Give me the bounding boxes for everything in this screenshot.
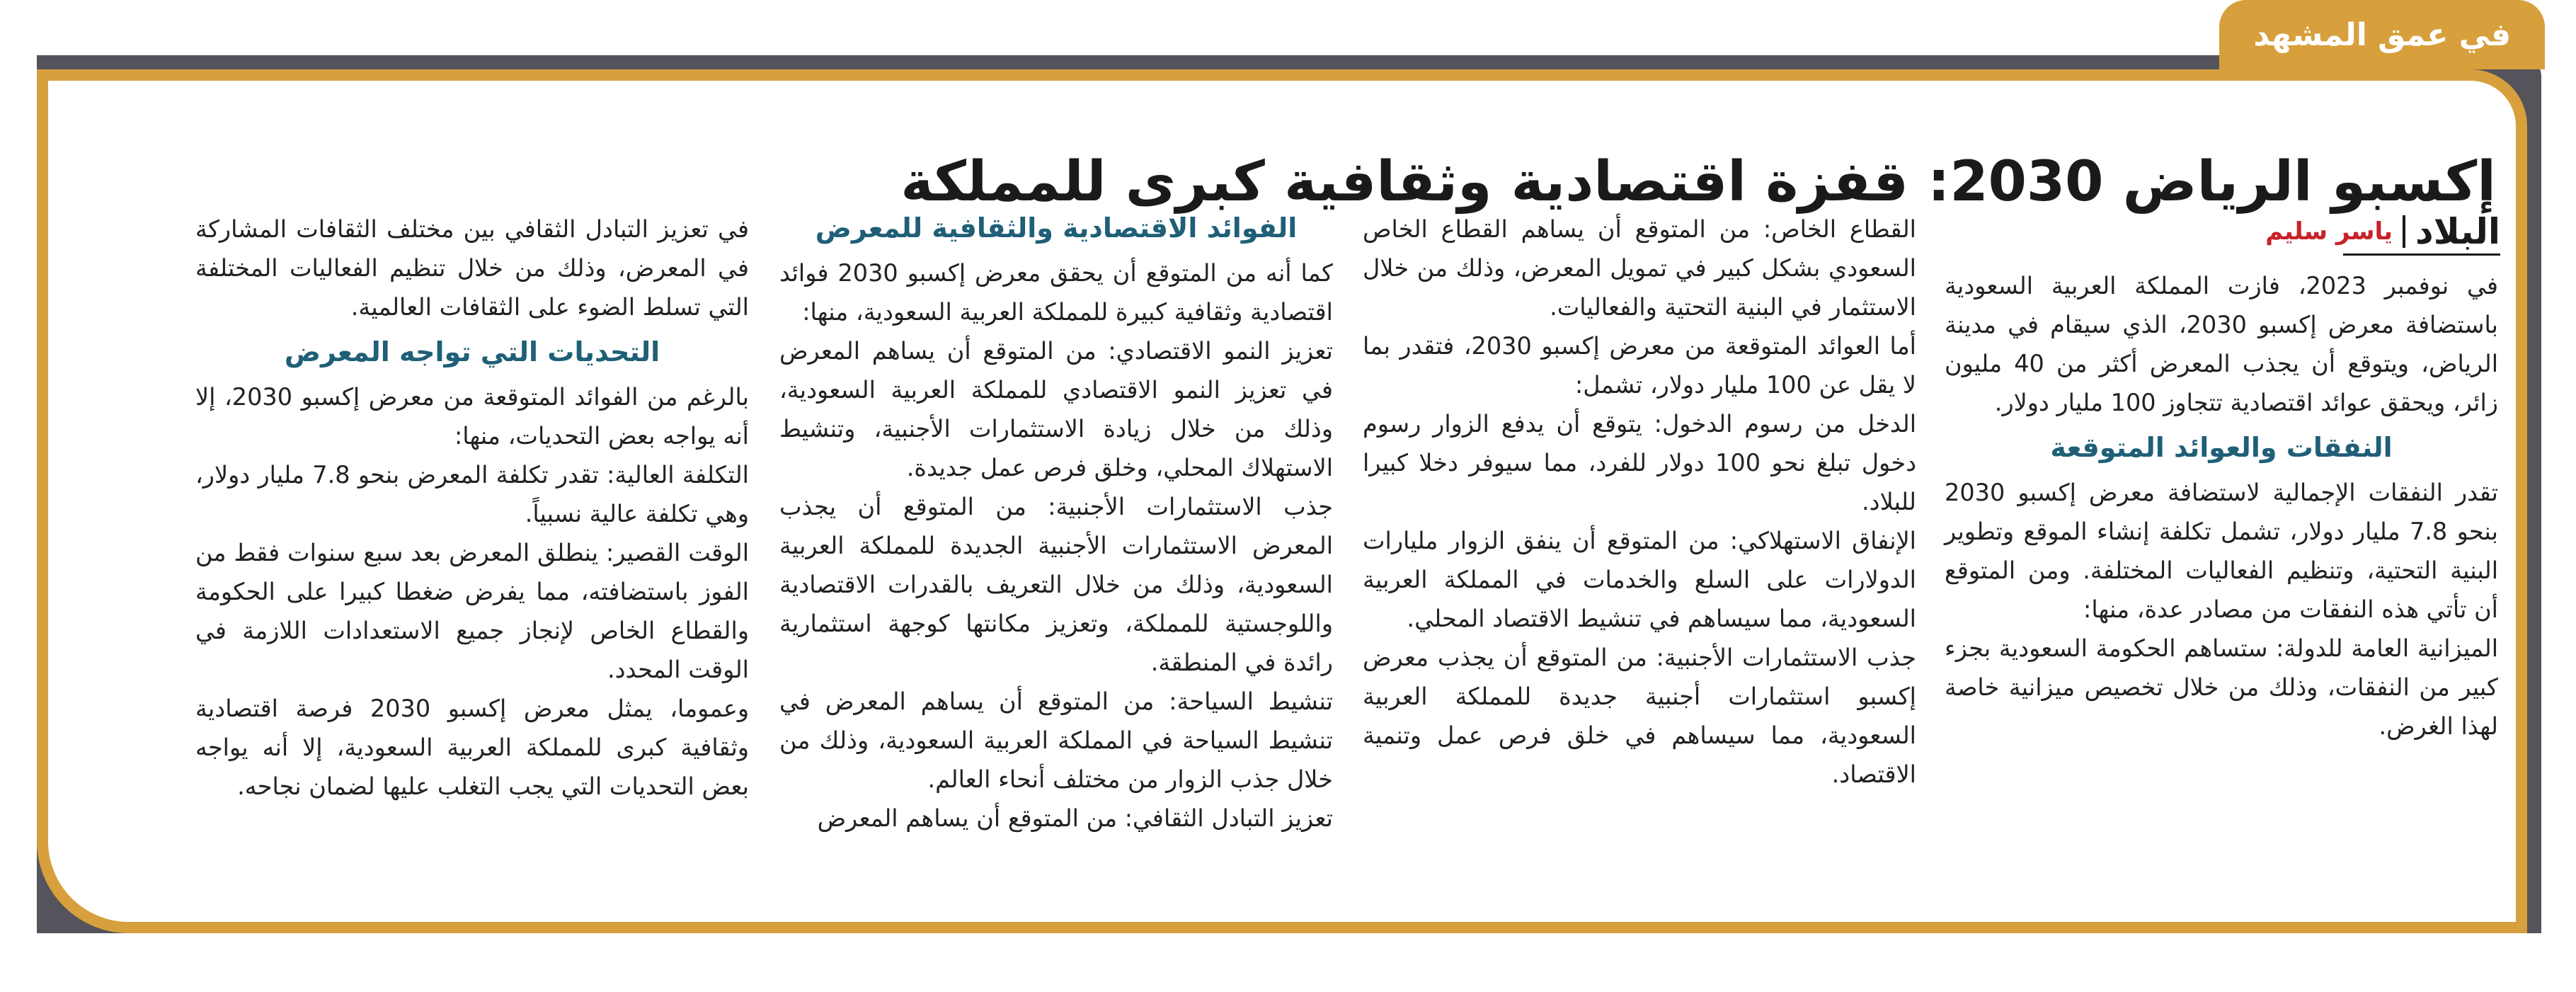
paragraph: كما أنه من المتوقع أن يحقق معرض إكسبو 2030 فوائد اقتصادية وثقافية كبيرة للمملكة العربية السعودية، منها:: [779, 259, 1333, 326]
subheading: النفقات والعوائد المتوقعة: [2050, 432, 2393, 463]
section-tab: في عمق المشهد: [2219, 0, 2545, 69]
paragraph: تعزيز النمو الاقتصادي: من المتوقع أن يساهم المعرض في تعزيز النمو الاقتصادي للمملكة العربية السعودية، وذلك من خلال زيادة الاستثمارات الأجنبية، وتنشيط الاستهلاك المحلي، وخلق فرص عمل جديدة.: [779, 337, 1333, 481]
byline-divider: [2403, 215, 2405, 248]
author-name: ياسر سليم: [2265, 217, 2393, 246]
article-column-3: [779, 203, 1333, 838]
paragraph: القطاع الخاص: من المتوقع أن يساهم القطاع الخاص السعودي بشكل كبير في تمويل المعرض، وذلك من خلال الاستثمار في البنية التحتية والفعاليات.: [1363, 215, 1916, 321]
paragraph: في نوفمبر 2023، فازت المملكة العربية السعودية باستضافة معرض إكسبو 2030، الذي سيقام في مدينة الرياض، ويتوقع أن يجذب المعرض أكثر من 40 مليون زائر، ويحقق عوائد اقتصادية تتجاوز 100 مليار دولار.: [1945, 272, 2498, 416]
paragraph: في تعزيز التبادل الثقافي بين مختلف الثقافات المشاركة في المعرض، وذلك من خلال تنظيم الفعاليات المختلفة التي تسلط الضوء على الثقافات العالمية.: [195, 215, 749, 321]
article-column-2: [1363, 210, 1916, 794]
paragraph: الإنفاق الاستهلاكي: من المتوقع أن ينفق الزوار مليارات الدولارات على السلع والخدمات في المملكة العربية السعودية، مما سيساهم في تنشيط الاقتصاد المحلي.: [1363, 527, 1916, 632]
paragraph: بالرغم من الفوائد المتوقعة من معرض إكسبو 2030، إلا أنه يواجه بعض التحديات، منها:: [195, 383, 750, 450]
paragraph: جذب الاستثمارات الأجنبية: من المتوقع أن يجذب المعرض الاستثمارات الأجنبية الجديدة للمملكة العربية السعودية، وذلك من خلال التعريف بالقدرات الاقتصادية واللوجستية للمملكة، وتعزيز مكانتها كوجهة استثمارية رائدة في المنطقة.: [779, 493, 1333, 676]
paragraph: أما العوائد المتوقعة من معرض إكسبو 2030، فتقدر بما لا يقل عن 100 مليار دولار، تشمل:: [1363, 332, 1916, 399]
paragraph: تنشيط السياحة: من المتوقع أن يساهم المعرض في تنشيط السياحة في المملكة العربية السعودية، وذلك من خلال جذب الزوار من مختلف أنحاء العالم.: [779, 688, 1333, 793]
paragraph: الدخل من رسوم الدخول: يتوقع أن يدفع الزوار رسوم دخول تبلغ نحو 100 دولار للفرد، مما سيوفر دخلا كبيرا للبلاد.: [1363, 410, 1916, 515]
subheading: الفوائد الاقتصادية والثقافية للمعرض: [815, 212, 1298, 244]
paragraph: الميزانية العامة للدولة: ستساهم الحكومة السعودية بجزء كبير من النفقات، وذلك من خلال تخصيص ميزانية خاصة لهذا الغرض.: [1945, 634, 2498, 740]
subheading: التحديات التي تواجه المعرض: [284, 336, 660, 367]
paragraph: تقدر النفقات الإجمالية لاستضافة معرض إكسبو 2030 بنحو 7.8 مليار دولار، تشمل تكلفة إنشاء الموقع وتطوير البنية التحتية، وتنظيم الفعاليات المختلفة. ومن المتوقع أن تأتي هذه النفقات من مصادر عدة، منها:: [1945, 479, 2498, 623]
byline: [2265, 211, 2500, 252]
newspaper-logo: البلاد: [2415, 211, 2500, 252]
paragraph: جذب الاستثمارات الأجنبية: من المتوقع أن يجذب معرض إكسبو استثمارات أجنبية جديدة للمملكة العربية السعودية، مما سيساهم في خلق فرص عمل وتنمية الاقتصاد.: [1363, 644, 1916, 788]
headline: إكسبو الرياض 2030: قفزة اقتصادية وثقافية كبرى للمملكة: [900, 150, 2496, 215]
article-column-1: [1945, 266, 2498, 746]
byline-rule: [2343, 253, 2500, 256]
article-column-4: [195, 210, 749, 806]
paragraph: الوقت القصير: ينطلق المعرض بعد سبع سنوات فقط من الفوز باستضافته، مما يفرض ضغطا كبيرا على الحكومة والقطاع الخاص لإنجاز جميع الاستعدادات اللازمة في الوقت المحدد.: [195, 539, 749, 683]
paragraph: وعموما، يمثل معرض إكسبو 2030 فرصة اقتصادية وثقافية كبرى للمملكة العربية السعودية، إلا أنه يواجه بعض التحديات التي يجب التغلب عليها لضمان نجاحه.: [195, 695, 750, 800]
paragraph: التكلفة العالية: تقدر تكلفة المعرض بنحو 7.8 مليار دولار، وهي تكلفة عالية نسبياً.: [195, 461, 749, 528]
paragraph: تعزيز التبادل الثقافي: من المتوقع أن يساهم المعرض: [817, 804, 1333, 832]
